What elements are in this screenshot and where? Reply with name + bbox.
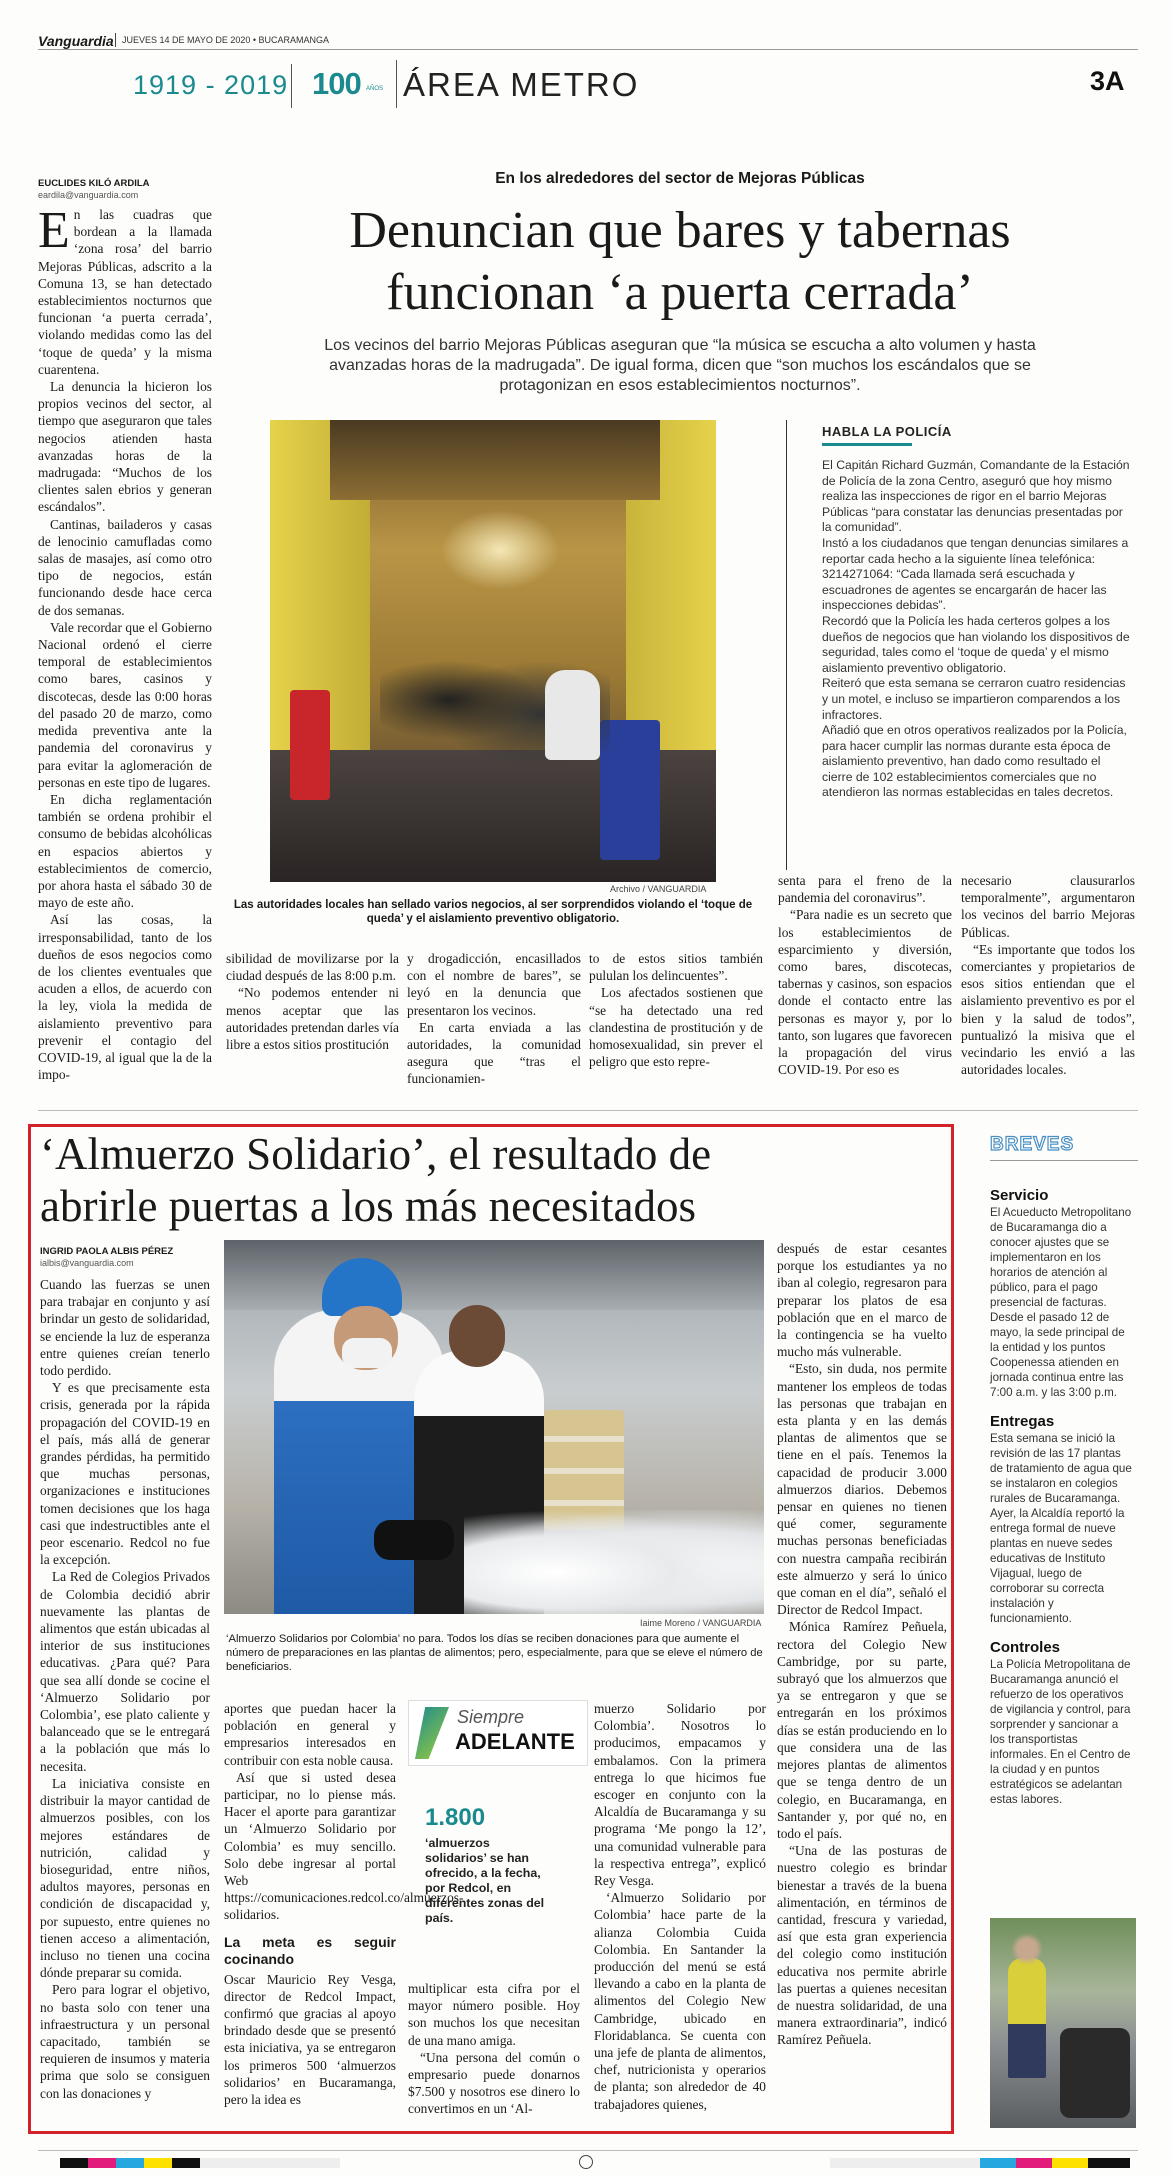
- paragraph: Mónica Ramírez Peñuela, rectora del Colegio New Cambridge, por su parte, subrayó que los almuerzos que ya se entregaron y que se entregarán en los próximos días se están produciendo en lo que considera una de las mejores plantas de alimentos que se tenga dentro de un colegio, en Bucaramanga, en Santander y, por qué no, en todo el país.: [777, 1619, 947, 1841]
- sidebar-body: [822, 458, 1130, 801]
- article2-headline-line1: ‘Almuerzo Solidario’, el resultado de: [40, 1129, 712, 1179]
- photo-chair-red: [290, 690, 330, 800]
- paragraph: Así las cosas, la irresponsabilidad, tanto de los dueños de esos negocios como de los clientes eventuales que acuden a ellos, de acuerdo con la ley, viola la medida de aislamiento preventivo para prevenir el contagio del COVID-19, al igual que la de la impo-: [38, 912, 212, 1083]
- paragraph: to de estos sitios también pululan los delincuentes”.: [589, 951, 763, 984]
- article2-photo-caption: ‘Almuerzo Solidarios por Colombia’ no para. Todos los días se reciben donaciones para que aumente el número de preparaciones en las plantas de alimentos; pero, especialmente, para que se eleve el número de beneficiarios.: [226, 1633, 763, 1673]
- article2-column-5: [777, 1240, 947, 2049]
- photo-ceiling: [330, 420, 660, 500]
- sidebar-paragraph: Instó a los ciudadanos que tengan denuncias similares a reportar cada hecho a la siguiente línea telefónica: 3214271064: “Cada llamada será escuchada y escuadrones de agentes se encargarán de hacer las inspecciones debidas”.: [822, 535, 1129, 613]
- article1-kicker: En los alrededores del sector de Mejoras Públicas: [495, 170, 865, 187]
- article2-photo-credit: Iaime Moreno / VANGUARDIA: [640, 1618, 762, 1628]
- breves-item-text: La Policía Metropolitana de Bucaramanga anunció el refuerzo de los operativos de vigilancia y control, para sorprender y sancionar a los transportistas informales. En el Centro de la ciudad y en puntos estratégicos se adelantan estas labores.: [990, 1658, 1131, 1806]
- article1-column-5: [778, 872, 952, 1078]
- bar-inspection-photo: [270, 420, 716, 882]
- badge-line2: ADELANTE: [455, 1729, 575, 1754]
- photo-bags: [464, 1510, 764, 1614]
- sidebar-paragraph: Reiteró que esta semana se cerraron cuatro residencias y un motel, e incluso se impartieron comparendos a los infractores.: [822, 676, 1126, 722]
- paragraph: y drogadicción, encasillados con el nombre de bares”, se leyó en la denuncia que presentaron los vecinos.: [407, 951, 581, 1018]
- paragraph: Oscar Mauricio Rey Vesga, director de Redcol Impact, confirmó que gracias al apoyo brindado desde que se presentó esta iniciativa, ya se entregaron los primeros 500 ‘almuerzos solidarios’ en Bucaramanga, pero la idea es: [224, 1971, 396, 2108]
- centenary-years: 1919 - 2019: [133, 70, 289, 100]
- article2-subhead: La meta es seguir cocinando: [224, 1933, 396, 1967]
- photo-lights: [440, 510, 560, 590]
- article1-column-4: [589, 950, 763, 1070]
- color-bar-left: [60, 2158, 340, 2168]
- breves-item: [990, 1640, 1136, 1807]
- page-number: 3A: [1090, 66, 1125, 96]
- article1-photo-caption: Las autoridades locales han sellado varios negocios, al ser sorprendidos violando el ‘toque de queda’ y el aislamiento preventivo obligatorio.: [233, 899, 753, 925]
- article1-author-email: eardila@vanguardia.com: [38, 190, 139, 200]
- article1-headline-line2: funcionan ‘a puerta cerrada’: [386, 264, 974, 321]
- section-title: ÁREA METRO: [403, 66, 640, 103]
- paragraph: La denuncia la hicieron los propios vecinos del sector, al tiempo que aseguraron que tales negocios atienden hasta avanzadas horas de la madrugada: “Muchos de los clientes salen ebrios y generan escándalos”.: [38, 379, 212, 515]
- article1-column-6: [961, 872, 1135, 1078]
- registration-mark: [579, 2155, 593, 2169]
- photo-blur-face: [1014, 1936, 1040, 1962]
- breves-item: [990, 1414, 1136, 1626]
- paragraph: aportes que puedan hacer la población en general y empresarios interesados en contribuir con esta noble causa.: [224, 1701, 396, 1768]
- sidebar-title-rule: [822, 443, 912, 446]
- article1-column-3: [407, 950, 581, 1088]
- article2-headline-line2: abrirle puertas a los más necesitados: [40, 1181, 697, 1231]
- sidebar-paragraph: El Capitán Richard Guzmán, Comandante de la Estación de Policía de la zona Centro, aseguró que hoy mismo realiza las inspecciones de rigor en el barrio Mejoras Públicas “para constatar las denuncias presentadas por la comunidad”.: [822, 458, 1130, 535]
- paragraph: “Esto, sin duda, nos permite mantener los empleos de todas las personas que trabajan en esta planta y en las demás plantas de alimentos que se tiene en el país. Tenemos la capacidad de producir 3.000 almuerzos diarios. Debemos pensar en quienes no tienen qué comer, seguramente muchas personas beneficiadas con nuestra campaña recibirán este almuerzo y será lo único que coman en el día”, señaló el Director de Redcol Impact.: [777, 1361, 947, 1618]
- article2-headline: [40, 1128, 940, 1232]
- header-divider-2: [396, 60, 397, 108]
- paragraph: “Es importante que todos los comerciantes y propietarios de esos sitios entiendan que el aislamiento preventivo es por el bien y la salud de todos”, puntualizó la misiva que el vecindario les envió a las autoridades locales.: [961, 941, 1135, 1078]
- breves-item-text: Esta semana se inició la revisión de las 17 plantas de tratamiento de agua que se instalaron en colegios rurales de Bucaramanga. Ayer, la Alcaldía reportó la entrega formal de nueve plantas en nueve sedes educativas de Instituto Vijagual, luego de corroborar su correcta instalación y funcionamiento.: [990, 1432, 1132, 1625]
- paragraph: muerzo Solidario por Colombia’. Nosotros lo producimos, empacamos y embalamos. Con la primera entrega lo que hicimos fue escoger en conjunto con la Alcaldía de Bucaramanga y su programa ‘Me pongo la 12’, una comunidad vulnerable para la respectiva entrega”, explicó Rey Vesga.: [594, 1701, 766, 1889]
- centenary-logo: [312, 66, 382, 102]
- masthead-logo: Vanguardia: [38, 33, 114, 49]
- paragraph: Los afectados sostienen que “se ha detectado una red clandestina de prostitución y de homosexualidad, sin prever el peligro que esto repre-: [589, 985, 763, 1070]
- breves-item-title: Servicio: [990, 1187, 1049, 1204]
- article2-column-4: [594, 1700, 766, 2113]
- color-bar-right: [830, 2158, 1130, 2168]
- section-divider: [38, 1110, 1138, 1111]
- article1-headline: [220, 200, 1140, 324]
- centenary-logo-number: 100: [312, 66, 361, 101]
- breves-item: [990, 1188, 1136, 1400]
- breves-title: BREVES: [990, 1134, 1075, 1155]
- paragraph: “Una de las posturas de nuestro colegio es brindar bienestar a través de la buena alimentación, en términos de cantidad, frescura y variedad, así que esta gran experiencia del colegio como institución educativa nos permite abrirle las puertas a quienes necesitan de nuestra solidaridad, de una manera extraordinaria”, indicó Ramírez Peñuela.: [777, 1843, 947, 2048]
- paragraph: después de estar cesantes porque los estudiantes ya no iban al colegio, regresaron para preparar los platos de esa población que en el marco de la contingencia se ha vuelto mucho más vulnerable.: [777, 1241, 947, 1360]
- paragraph: necesario clausurarlos temporalmente”, argumentaron los vecinos del barrio Mejoras Públicas.: [961, 873, 1135, 940]
- centenary-logo-sub: AÑOS: [366, 86, 384, 92]
- article2-column-1: [40, 1276, 210, 2102]
- paragraph: Y es que precisamente esta crisis, generada por la rápida propagación del COVID-19 en el país, más allá de generar grandes pérdidas, ha permitido que muchas personas, organizaciones e instituciones tomen decisiones que los haga casi que indestructibles ante el peor escenario. Redcol no fue la excepción.: [40, 1380, 210, 1568]
- breves-item-title: Entregas: [990, 1413, 1055, 1430]
- article1-author: EUCLIDES KILÓ ARDILA: [38, 178, 150, 189]
- sidebar-paragraph: Añadió que en otros operativos realizados por la Policía, para hacer cumplir las normas durante esta época de aislamiento preventivo, han dado como resultado el cierre de 102 establecimientos comerciales que no atendieron las normas establecidas en tales decretos.: [822, 723, 1127, 800]
- badge-swoosh: [415, 1707, 449, 1759]
- photo-motorcycle: [1060, 2028, 1130, 2118]
- article1-column-2: [226, 950, 399, 1053]
- article1-deck: Los vecinos del barrio Mejoras Públicas aseguran que “la música se escucha a alto volumen y hasta avanzadas horas de la madrugada”. De igual forma, dicen que “son muchos los escándalos que se protagonizan en esos establecimientos nocturnos”.: [324, 337, 1036, 394]
- dateline: JUEVES 14 DE MAYO DE 2020 • BUCARAMANGA: [122, 35, 330, 45]
- sidebar-title: HABLA LA POLICÍA: [822, 424, 952, 439]
- breves-item-title: Controles: [990, 1639, 1061, 1656]
- stat-number: 1.800: [425, 1804, 486, 1831]
- article1-drop-cap: E: [38, 202, 70, 259]
- photo-worker-black-head: [449, 1305, 505, 1367]
- paragraph: En dicha reglamentación también se ordena prohibir el consumo de bebidas alcohólicas en espacios abiertos y establecimientos de comercio, por ahora hasta el sábado 30 de mayo de este año.: [38, 791, 212, 911]
- article1-photo-credit: Archivo / VANGUARDIA: [610, 884, 707, 894]
- siempre-adelante-badge: [408, 1700, 588, 1766]
- article2-author: INGRID PAOLA ALBIS PÉREZ: [40, 1246, 174, 1257]
- photo-hood: [224, 1240, 764, 1310]
- paragraph: Pero para lograr el objetivo, no basta solo con tener una infraestructura y un personal capacitado, también se requieren de insumos y materia prima que solo se consiguen con las donaciones y: [40, 1982, 210, 2101]
- sidebar-bracket: [786, 420, 799, 870]
- masthead-rule: [115, 33, 116, 47]
- paragraph: En carta enviada a las autoridades, la comunidad asegura que “tras el funcionamien-: [407, 1019, 581, 1087]
- paragraph: Vale recordar que el Gobierno Nacional ordenó el cierre temporal de establecimientos como bares, casinos y discotecas, desde las 0:00 horas del pasado 20 de marzo, como medida preventiva ante la pandemia del coronavirus y para evitar la aglomeración de personas en este tipo de lugares.: [38, 619, 212, 790]
- paragraph: ‘Almuerzo Solidario por Colombia’ hace parte de la alianza Colombia Cuida Colombia. En Santander la producción del menú se está llevando a cabo en la planta de alimentos del Colegio New Cambridge, ubicado en Floridablanca. Se cuenta con una jefe de planta de alimentos, chef, nutricionista y operarios de planta; son alrededor de 40 trabajadores quienes,: [594, 1890, 766, 2112]
- photo-mask: [342, 1338, 392, 1368]
- header-top-rule: [38, 49, 1138, 50]
- paragraph: “No podemos entender ni menos aceptar que las autoridades pretendan darles vía libre a estos sitios prostitución: [226, 985, 399, 1053]
- paragraph: multiplicar esta cifra por el mayor número posible. Hoy son muchos los que necesitan de una mano amiga.: [408, 1981, 580, 2048]
- breves-item-text: El Acueducto Metropolitano de Bucaramanga dio a conocer ajustes que se implementaron en los horarios de atención al público, para el pago presencial de facturas. Desde el pasado 12 de mayo, la sede principal de la entidad y los puntos Coopenessa atienden en jornada continua entre las 7:00 a.m. y las 3:00 p.m.: [990, 1206, 1132, 1399]
- badge-line1: Siempre: [457, 1707, 525, 1727]
- article2-column-3: [408, 1980, 580, 2118]
- sidebar-paragraph: Recordó que la Policía les hada certeros golpes a los dueños de negocios que han violando los dispositivos de seguridad, tales como el ‘toque de queda’ y el mismo aislamiento preventivo obligatorio.: [822, 613, 1130, 675]
- paragraph: n las cuadras que bordean a la llamada ‘zona rosa’ del barrio Mejoras Públicas, adscrito a la Comuna 13, se han detectado establecimientos nocturnos que funcionan ‘a puerta cerrada’, violando medidas como las del ‘toque de queda’ y la misma cuarentena.: [38, 207, 212, 377]
- paragraph: sibilidad de movilizarse por la ciudad después de las 8:00 p.m.: [226, 951, 399, 984]
- paragraph: La iniciativa consiste en distribuir la mayor cantidad de almuerzos posibles, con los mejores estándares de nutrición, calidad y bioseguridad, entre niños, adultos mayores, personas en condición de discapacidad y, por supuesto, entre quienes no tienen acceso a alimentación, incluso no tienen una cocina dónde preparar su comida.: [40, 1775, 210, 1981]
- article1-column-1: [38, 202, 212, 1083]
- paragraph: Cuando las fuerzas se unen para trabajar en conjunto y así brindar un gesto de solidaridad, se enciende la luz de esperanza entre quienes creían tenerlo todo perdido.: [40, 1277, 210, 1379]
- paragraph: “Para nadie es un secreto que los establecimientos de esparcimiento y diversión, como bares, discotecas, tabernas y casinos, son espacios donde el contacto entre las personas es mayor y, por lo tanto, son lugares que favorecen la propagación del virus COVID-19. Por eso es: [778, 907, 952, 1078]
- kitchen-workers-photo: [224, 1240, 764, 1614]
- stat-text: ‘almuerzos solidarios’ se han ofrecido, a la fecha, por Redcol, en diferentes zonas del país.: [425, 1836, 545, 1925]
- breves-list: [990, 1188, 1136, 1807]
- paragraph: senta para el freno de la pandemia del coronavirus”.: [778, 873, 952, 906]
- article1-headline-line1: Denuncian que bares y tabernas: [349, 202, 1011, 259]
- breves-traffic-photo: [990, 1918, 1136, 2128]
- paragraph: La Red de Colegios Privados de Colombia decidió abrir nuevamente las plantas de alimentos que están ubicadas al interior de sus instituciones educativas. ¿Para qué? Para que sea allí donde se cocine el ‘Almuerzo Solidario por Colombia’, ese plato caliente y balanceado que se le entregará a la población que más lo necesita.: [40, 1569, 210, 1774]
- paragraph: “Una persona del común o empresario puede donarnos $7.500 y nosotros ese dinero lo convertimos en un ‘Al-: [408, 2049, 580, 2117]
- breves-rule: [990, 1160, 1138, 1161]
- paragraph: Así que si usted desea participar, no lo piense más. Hacer el aporte para garantizar un ‘Almuerzo Solidario por Colombia’ es muy sencillo. Solo debe ingresar al portal Web https://comunicaciones.redcol.co/almuerzos-solidarios.: [224, 1769, 464, 1923]
- header-divider-1: [291, 64, 292, 108]
- photo-officer: [1008, 1958, 1046, 2078]
- paragraph: Cantinas, bailaderos y casas de lenocinio camufladas como salas de masajes, así como otro tipo de negocios, están funcionando desde hace cerca de dos semanas.: [38, 516, 212, 618]
- article2-author-email: ialbis@vanguardia.com: [40, 1258, 134, 1268]
- photo-person-white: [545, 670, 600, 760]
- photo-gloves: [374, 1520, 454, 1560]
- footer-rule: [38, 2150, 1138, 2151]
